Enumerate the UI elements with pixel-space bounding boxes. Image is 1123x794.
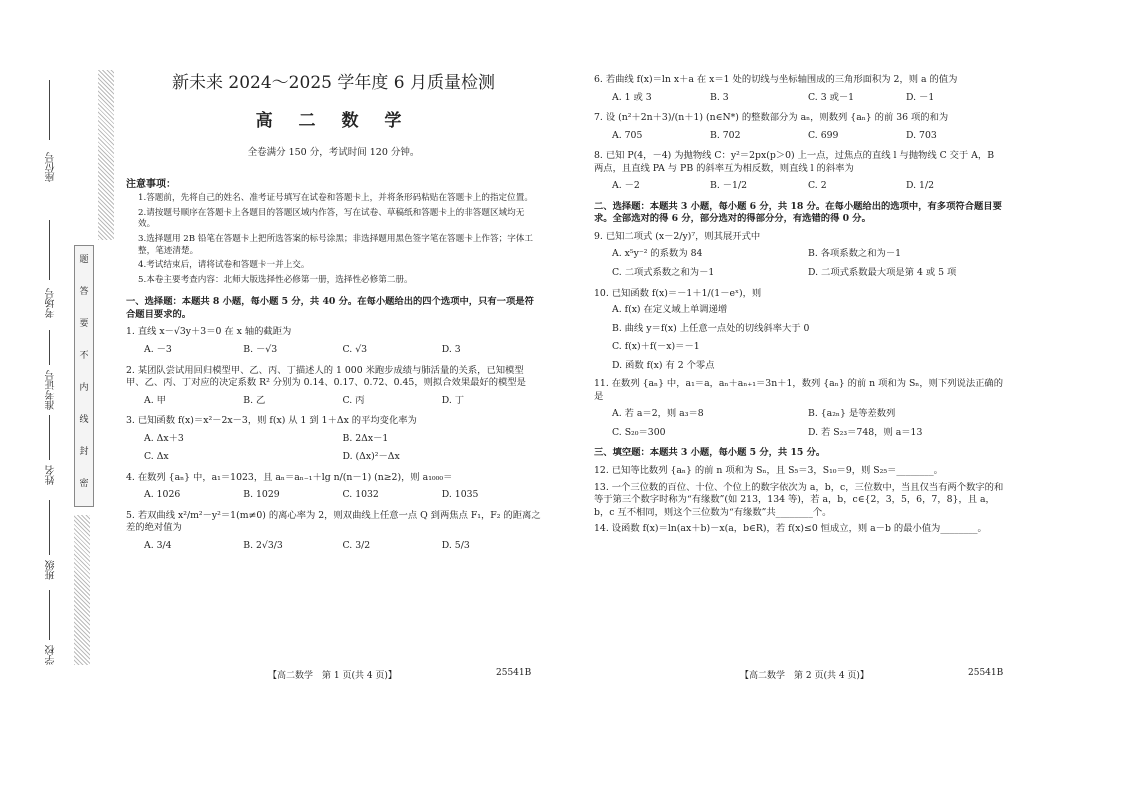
question-13: 13. 一个三位数的百位、十位、个位上的数字依次为 a，b，c，三位数中，当且仅当有两个数字的和等于第三个数字时称为“有缘数”(如 213，134 等)，若 a，b，c∈{2，3，5，6，7，8}，且 a，b，c 互不相同，则这个三位数为“有缘数”共________个。: [594, 481, 1004, 518]
hatch-top: [98, 70, 114, 240]
option: C. 3 或－1: [808, 91, 855, 103]
option: C. 2: [808, 180, 827, 192]
option: D. 若 S₂₃＝748，则 a＝13: [808, 426, 923, 438]
question-6: 6. 若曲线 f(x)＝ln x＋a 在 x＝1 处的切线与坐标轴围成的三角形面积为 2，则 a 的值为: [594, 74, 958, 85]
exam-subject: 高 二 数 学: [255, 110, 412, 131]
option: A. 705: [612, 129, 643, 141]
class-line: [49, 500, 50, 555]
question-5: 5. 若双曲线 x²/m²－y²＝1(m≠0) 的离心率为 2，则双曲线上任意一点 Q 到两焦点 F₁，F₂ 的距离之差的绝对值为: [126, 509, 541, 534]
question-9-options: [594, 248, 1004, 279]
room-label: 考场号: [46, 288, 57, 318]
ticket-line: [49, 330, 50, 365]
note-item: 3.选择题用 2B 铅笔在答题卡上把所选答案的标号涂黑；非选择题用黑色签字笔在答题卡上作答；字体工整，笔迹清楚。: [138, 233, 533, 256]
question-2: 2. 某团队尝试用回归模型甲、乙、丙、丁描述人的 1 000 米跑步成绩与肺活量的关系，已知模型甲、乙、丙、丁对应的决定系数 R² 分别为 0.14、0.17、0.72、0.45，则拟合效果最好的模型是: [126, 364, 526, 389]
option: D. 703: [906, 129, 937, 141]
seat-label: 座位号: [46, 152, 57, 182]
note-item: 2.请按题号顺序在答题卡上各题目的答题区域内作答，写在试卷、草稿纸和答题卡上的非答题区域均无效。: [138, 207, 525, 230]
ticket-label: 准考证号: [46, 370, 57, 410]
option: B. 3: [710, 91, 729, 103]
code-left: 25541B: [496, 668, 532, 678]
question-10: 10. 已知函数 f(x)＝－1＋1/(1－eˣ)，则: [594, 287, 762, 299]
option: B. 曲线 y＝f(x) 上任意一点处的切线斜率大于 0: [612, 322, 810, 334]
question-3: 3. 已知函数 f(x)＝x²－2x－3，则 f(x) 从 1 到 1＋Δx 的平均变化率为: [126, 415, 417, 427]
seat-line: [49, 80, 50, 140]
option: C. f(x)＋f(－x)＝－1: [612, 341, 700, 353]
question-7-options: [594, 130, 1004, 143]
option: C. 丙: [342, 394, 365, 406]
footer-left: 【高二数学 第 1 页(共 4 页)】: [268, 671, 397, 681]
option: C. √3: [342, 343, 368, 355]
warning-char: 不: [79, 351, 89, 361]
question-14: 14. 设函数 f(x)＝ln(ax＋b)－x(a，b∈R)，若 f(x)≤0 恒成立，则 a－b 的最小值为________。: [594, 523, 987, 535]
exam-title: 新未来 2024～2025 学年度 6 月质量检测: [172, 73, 495, 93]
option: B. 2√3/3: [243, 540, 283, 551]
question-10-options: [594, 304, 1004, 372]
binding-strip: [28, 70, 106, 670]
question-8-options: [594, 180, 1004, 193]
code-right: 25541B: [968, 668, 1004, 678]
option: A. f(x) 在定义域上单调递增: [612, 304, 728, 316]
option: B. －√3: [243, 343, 278, 355]
question-4: 4. 在数列 {aₙ} 中，a₁＝1023，且 aₙ＝aₙ₋₁＋lg n/(n－1) (n≥2)，则 a₁₀₀₀＝: [126, 471, 453, 483]
option: D. 1035: [441, 489, 479, 501]
option: A. －2: [612, 180, 640, 192]
school-label: 学校: [46, 645, 57, 665]
warning-char: 线: [79, 415, 89, 425]
warning-char: 答: [79, 287, 89, 297]
name-label: 姓名: [46, 465, 57, 485]
question-11: 11. 在数列 {aₙ} 中，a₁＝a，aₙ＋aₙ₊₁＝3n＋1，数列 {aₙ} 的前 n 项和为 Sₙ，则下列说法正确的是: [594, 378, 1004, 402]
warning-char: 要: [79, 319, 89, 329]
option: C. 二项式系数之和为－1: [612, 267, 715, 279]
exam-subtitle: 全卷满分 150 分，考试时间 120 分钟。: [247, 146, 420, 158]
school-line: [49, 590, 50, 640]
option: D. －1: [906, 91, 935, 103]
option: A. 甲: [144, 394, 166, 406]
question-1-options: [126, 344, 541, 357]
option: B. 各项系数之和为－1: [808, 248, 902, 260]
question-5-options: [126, 540, 541, 553]
warning-char: 内: [79, 383, 89, 393]
page-left: [126, 68, 541, 561]
option: C. S₂₀＝300: [612, 426, 666, 438]
option: D. (Δx)²－Δx: [342, 451, 400, 463]
note-item: 5.本卷主要考查内容：北师大版选择性必修第一册，选择性必修第二册。: [138, 274, 413, 285]
question-3-options: [126, 433, 541, 464]
option: A. x⁵y⁻² 的系数为 84: [612, 248, 703, 260]
option: D. 5/3: [441, 540, 470, 551]
note-item: 4.考试结束后，请将试卷和答题卡一并上交。: [138, 260, 310, 271]
class-label: 班级: [46, 560, 57, 580]
option: D. 函数 f(x) 有 2 个零点: [612, 359, 715, 371]
option: B. 2Δx－1: [342, 432, 389, 444]
question-9: 9. 已知二项式 (x－2/y)⁷，则其展开式中: [594, 230, 761, 242]
option: C. 699: [808, 129, 839, 141]
option: B. {a₂ₙ} 是等差数列: [808, 408, 896, 420]
option: D. 1/2: [906, 180, 934, 192]
option: C. 3/2: [342, 540, 371, 551]
option: A. 3/4: [144, 540, 172, 551]
section-1-heading: 一、选择题：本题共 8 小题，每小题 5 分，共 40 分。在每小题给出的四个选项中，只有一项是符合题目要求的。: [126, 296, 534, 320]
warning-char: 题: [79, 255, 89, 265]
option: B. －1/2: [710, 180, 748, 192]
name-line: [49, 415, 50, 460]
seal-warning-box: [74, 245, 94, 507]
option: A. －3: [144, 343, 172, 355]
section-3-heading: 三、填空题：本题共 3 小题，每小题 5 分，共 15 分。: [594, 447, 826, 459]
question-7: 7. 设 (n²＋2n＋3)/(n＋1) (n∈N*) 的整数部分为 aₙ，则数列 {aₙ} 的前 36 项的和为: [594, 112, 949, 124]
option: B. 702: [710, 129, 741, 141]
option: A. Δx＋3: [144, 432, 184, 444]
question-6-options: [594, 92, 1004, 105]
question-8: 8. 已知 P(4，－4) 为抛物线 C：y²＝2px(p＞0) 上一点，过焦点的直线 l 与抛物线 C 交于 A，B 两点，且直线 PA 与 PB 的斜率互为相反数，则直线 l 的斜率为: [594, 150, 995, 174]
question-4-options: [126, 489, 541, 502]
option: A. 1 或 3: [612, 91, 652, 103]
option: A. 若 a＝2，则 a₃＝8: [612, 408, 704, 420]
option: D. 丁: [441, 394, 465, 406]
option: C. Δx: [144, 451, 169, 463]
option: B. 乙: [243, 394, 266, 406]
notes-heading: 注意事项：: [126, 178, 176, 190]
warning-char: 封: [79, 447, 89, 457]
question-12: 12. 已知等比数列 {aₙ} 的前 n 项和为 Sₙ，且 S₅＝3，S₁₀＝9，则 S₂₅＝________。: [594, 465, 943, 477]
option: D. 二项式系数最大项是第 4 或 5 项: [808, 267, 957, 279]
page-right: [594, 70, 1004, 538]
question-1: 1. 直线 x－√3y＋3＝0 在 x 轴的截距为: [126, 326, 292, 338]
room-line: [49, 220, 50, 280]
note-item: 1.答题前，先将自己的姓名、准考证号填写在试卷和答题卡上，并将条形码粘贴在答题卡上的指定位置。: [138, 193, 533, 204]
option: A. 1026: [144, 489, 181, 501]
warning-char: 密: [79, 479, 89, 489]
option: D. 3: [441, 343, 461, 355]
question-2-options: [126, 395, 541, 408]
footer-right: 【高二数学 第 2 页(共 4 页)】: [740, 671, 869, 681]
question-11-options: [594, 408, 1004, 439]
section-2-heading: 二、选择题：本题共 3 小题，每小题 6 分，共 18 分。在每小题给出的选项中，有多项符合题目要求。全部选对的得 6 分，部分选对的得部分分，有选错的得 0 分。: [594, 200, 1002, 225]
hatch-bottom: [74, 515, 90, 665]
option: C. 1032: [342, 489, 379, 501]
option: B. 1029: [243, 489, 280, 501]
